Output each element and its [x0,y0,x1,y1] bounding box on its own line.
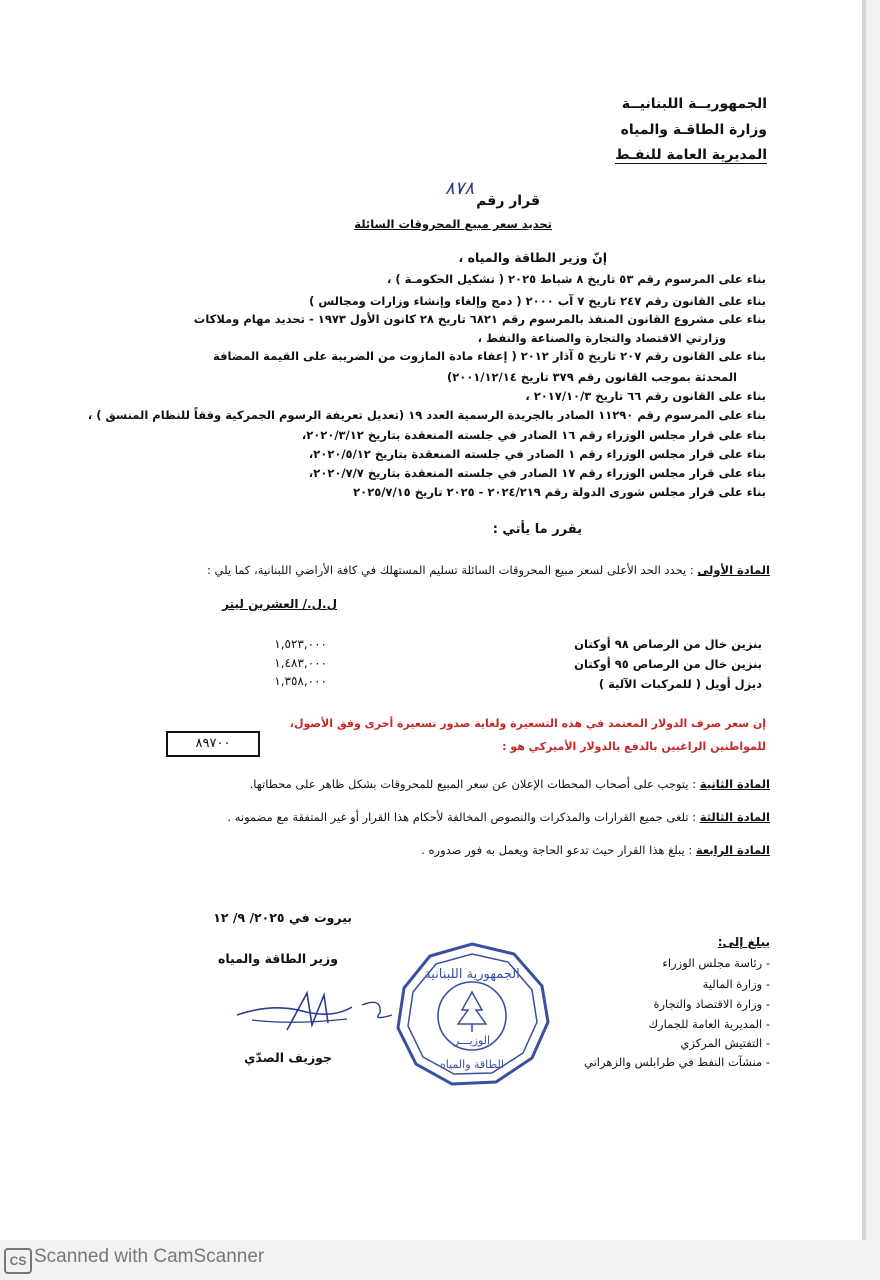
price-value: ١,٥٢٣,٠٠٠ [274,637,327,651]
article3 [227,810,770,824]
dollar-rate-box [166,731,260,757]
header-ministry: وزارة الطاقـة والمياه [620,122,767,138]
minister-name: جوزيف الصدّي [244,1050,332,1065]
preamble-minister: إنّ وزير الطاقة والمياه ، [458,250,607,265]
price-unit: ل.ل./ العشرين ليتر [222,597,337,611]
dollar-note-1: إن سعر صرف الدولار المعتمد في هذه التسعيرة ولغاية صدور تسعيرة أخرى وفق الأصول، [289,717,766,730]
article1-text: : يحدد الحد الأعلى لسعر مبيع المحروقات السائلة تسليم المستهلك في كافة الأراضي اللبنانية، كما يلي : [206,563,694,577]
price-product: ديزل أويل ( للمركبات الآلية ) [598,677,762,691]
stamp-outer-text: الجمهورية اللبنانية [424,967,520,982]
preamble-line: بناء على قرار مجلس الوزراء رقم ١٧ الصادر في جلسته المنعقدة بتاريخ ٢٠٢٠/٧/٧، [308,466,766,480]
decision-number: ٨٧٨ [444,178,474,199]
article4 [421,843,770,857]
header-republic: الجمهوريــة اللبنانيــة [621,96,767,112]
article2-text: : يتوجب على أصحاب المحطات الإعلان عن سعر المبيع للمحروقات بشكل ظاهر على محطاتها. [249,777,697,791]
distribution-item: - التفتيش المركزي [680,1036,770,1050]
article2-label: المادة الثانية [699,777,770,791]
preamble-line: بناء على المرسوم رقم ٥٣ تاريخ ٨ شباط ٢٠٢٥ ( تشكيل الحكومـة ) ، [386,272,766,286]
article3-label: المادة الثالثة [699,810,770,824]
stamp-middle-text: الوزيـــر [453,1034,491,1047]
article4-text: : يبلغ هذا القرار حيث تدعو الحاجة ويعمل به فور صدوره . [421,843,693,857]
page-edge [862,0,866,1240]
article3-text: : تلغى جميع القرارات والمذكرات والنصوص المخالفة لأحكام هذا القرار أو غير المتفقة مع مضمونه . [227,810,697,824]
dollar-note-2: للمواطنين الراغبين بالدفع بالدولار الأميركي هو : [502,740,766,753]
distribution-item: - وزارة المالية [702,977,770,991]
article1 [207,563,770,577]
preamble-line: بناء على القانون رقم ٢٤٧ تاريخ ٧ آب ٢٠٠٠ ( دمج وإلغاء وإنشاء وزارات ومجالس ) [309,294,766,308]
header-directorate: المديرية العامة للنفـط [615,147,767,163]
preamble-line: بناء على القانون رقم ٢٠٧ تاريخ ٥ آذار ٢٠١٢ ( إعفاء مادة المازوت من الضريبة على القيمة المضافة [213,349,766,363]
distribution-item: - رئاسة مجلس الوزراء [662,956,770,970]
preamble-line: بناء على المرسوم رقم ١١٢٩٠ الصادر بالجريدة الرسمية العدد ١٩ (تعديل تعريفة الرسوم الجمركية وفقاً للنظام المنسق ) ، [87,408,766,422]
price-product: بنزين خال من الرصاص ٩٥ أوكتان [574,657,762,671]
preamble-line: المحدثة بموجب القانون رقم ٣٧٩ تاريخ ٢٠٠١/١٢/١٤) [446,370,737,384]
distribution-item: - وزارة الاقتصاد والتجارة [653,997,770,1011]
camscanner-logo-icon: CS [4,1248,32,1274]
preamble-line: بناء على قرار مجلس الوزراء رقم ١ الصادر في جلسته المنعقدة بتاريخ ٢٠٢٠/٥/١٢، [308,447,766,461]
price-value: ١,٣٥٨,٠٠٠ [274,674,327,688]
price-value: ١,٤٨٣,٠٠٠ [274,656,327,670]
minister-title: وزير الطاقة والمياه [217,951,338,966]
dollar-rate: ٨٩٧٠٠ [195,736,231,751]
signature [232,985,402,1040]
article2 [250,777,770,791]
place-date: بيروت في ٢٠٢٥/ ٩/ ١٢ [213,910,352,925]
preamble-line: بناء على قرار مجلس شورى الدولة رقم ٢٠٢٤/٢١٩ - ٢٠٢٥ تاريخ ٢٠٢٥/٧/١٥ [353,485,766,499]
price-product: بنزين خال من الرصاص ٩٨ أوكتان [574,637,762,651]
preamble-line: وزارتي الاقتصاد والتجارة والصناعة والنفط ، [477,331,726,345]
distribution-item: - المديرية العامة للجمارك [648,1017,770,1031]
preamble-line: بناء على مشروع القانون المنفذ بالمرسوم رقم ٦٨٢١ تاريخ ٢٨ كانون الأول ١٩٧٣ - تحديد مهام وملاكات [193,312,766,326]
distribution-item: - منشآت النفط في طرابلس والزهراني [584,1055,770,1069]
decision-subject: تحديد سعر مبيع المحروقات السائلة [354,217,552,231]
article4-label: المادة الرابعة [695,843,770,857]
preamble-line: بناء على القانون رقم ٦٦ تاريخ ٢٠١٧/١٠/٣ ، [525,389,766,403]
decides-heading: يقرر ما يأتي : [492,522,582,537]
ministry-stamp [392,940,552,1090]
camscanner-watermark: Scanned with CamScanner [34,1246,265,1267]
article1-label: المادة الأولى [697,563,770,577]
preamble-line: بناء على قرار مجلس الوزراء رقم ١٦ الصادر في جلسته المنعقدة بتاريخ ٢٠٢٠/٣/١٢، [301,428,766,442]
decision-title: قرار رقم [476,193,540,209]
distribution-label: يبلغ إلى: [717,935,770,949]
stamp-bottom-text: الطاقة والمياه [440,1058,504,1071]
